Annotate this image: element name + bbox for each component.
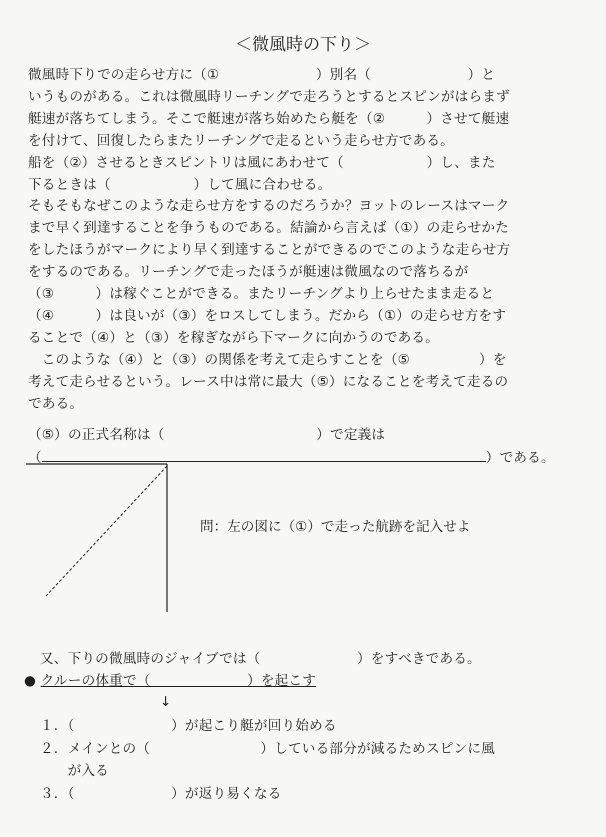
list-item-1: １．（ ）が起こり艇が回り始める	[40, 718, 337, 734]
paragraph-line: 船を（②）させるときスピントリは風にあわせて（ ）し、また	[28, 154, 496, 171]
paragraph-line: をするのである。リーチングで走ったほうが艇速は微風なので落ちるが	[28, 264, 469, 281]
definition-line-1: （⑤）の正式名称は（ ）で定義は	[28, 427, 386, 443]
paragraph-line: である。	[28, 395, 84, 412]
paragraph-line: いうものがある。これは微風時リーチングで走ろうとするとスピンがはらまず	[28, 88, 510, 105]
bullet-line	[24, 672, 316, 691]
paragraph-line: 下るときは（ ）して風に合わせる。	[28, 176, 332, 193]
question-text: 問：左の図に（①）で走った航跡を記入せよ	[200, 519, 471, 535]
paragraph-line: （③ ）は稼ぐことができる。またリーチングより上らせたまま走ると	[28, 286, 495, 302]
paragraph-line: 微風時下りでの走らせ方に（① ）別名（ ）と	[28, 67, 496, 83]
paragraph-line: を付けて、回復したらまたリーチングで走るという走らせ方である。	[28, 132, 454, 149]
paragraph-line: まで早く到達することを争うものである。結論から言えば（①）の走らせかた	[28, 220, 509, 237]
bullet-marker: ●	[24, 673, 37, 689]
paragraph-line: このような（④）と（③）の関係を考えて走らすことを（⑤ ）を	[28, 351, 507, 368]
paragraph-line: ることで（④）と（③）を稼ぎながら下マークに向かうのである。	[28, 329, 439, 346]
paragraph-line: 考えて走らせるという。レース中は常に最大（⑤）になることを考えて走るの	[28, 373, 509, 390]
jibe-line: 又、下りの微風時のジャイブでは（ ）をすべきである。	[40, 651, 481, 667]
down-arrow: ↓	[160, 694, 172, 710]
paragraph-line: そもそもなぜこのような走らせ方をするのだろうか？ヨットのレースはマーク	[28, 198, 510, 215]
paragraph-line: 艇速が落ちてしまう。そこで艇速が落ち始めたら艇を（② ）させて艇速	[28, 110, 510, 127]
page-title: ＜微風時の下り＞	[235, 35, 371, 55]
list-item-2: ２．メインとの（ ）している部分が減るためスピンに風	[40, 741, 495, 757]
diagram-course-dashed-line	[46, 466, 167, 596]
list-item-2-continued: が入る	[40, 763, 109, 779]
paragraph-line: をしたほうがマークにより早く到達することができるのでこのような走らせ方	[28, 242, 511, 259]
bullet-text: クルーの体重で（ ）を起こす	[40, 673, 317, 689]
list-item-3: ３．（ ）が返り易くなる	[40, 786, 282, 802]
paragraph-line: （④ ）は良いが（③）をロスしてしまう。だから（①）の走らせ方をす	[28, 307, 507, 324]
definition-line-2: （ ）である。	[28, 450, 555, 466]
